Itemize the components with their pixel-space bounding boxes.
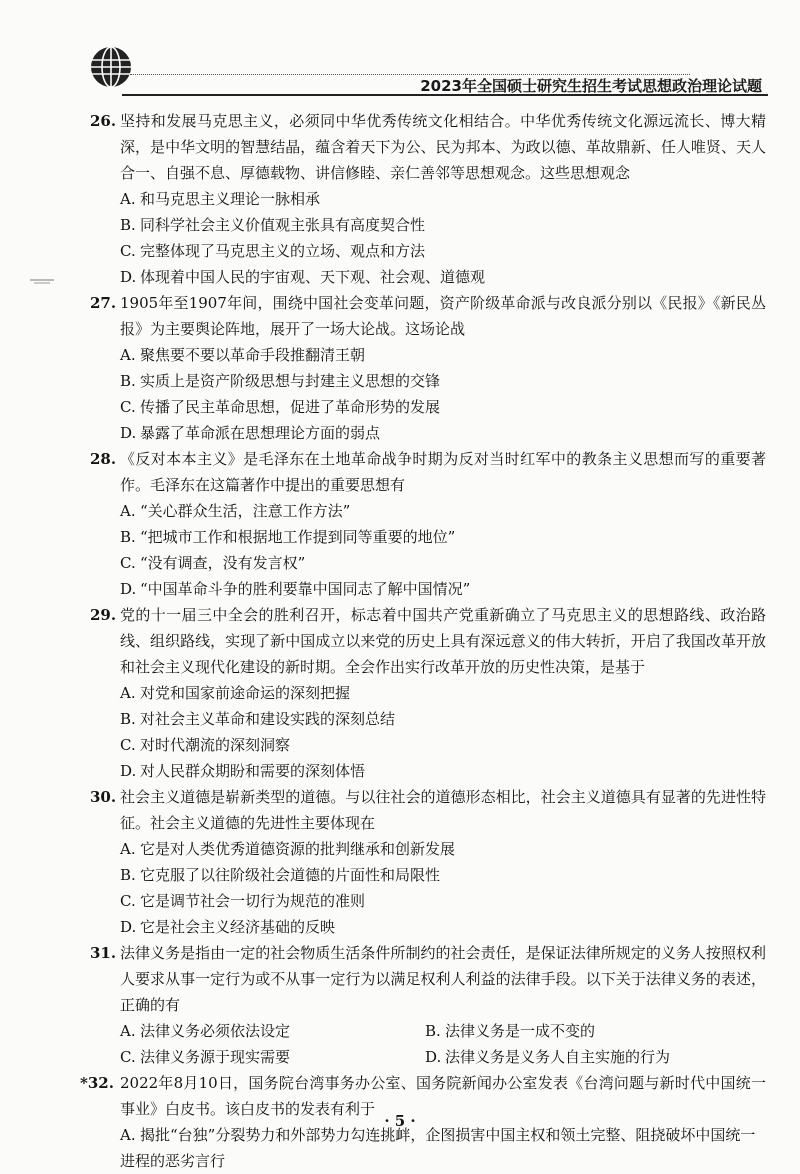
question-stem [90,784,766,836]
option-letter: C. [120,736,136,754]
option-text: “把城市工作和根据地工作提到同等重要的地位” [140,528,456,546]
option-letter: D. [120,268,137,286]
option-text: 它是对人类优秀道德资源的批判继承和创新发展 [140,840,456,858]
option-row [90,1044,766,1070]
option-a [90,680,766,706]
option-text: 体现着中国人民的宇宙观、天下观、社会观、道德观 [140,268,486,286]
option-c [90,888,766,914]
question-text: 党的十一届三中全会的胜利召开，标志着中国共产党重新确立了马克思主义的思想路线、政治路线、组织路线，实现了新中国成立以来党的历史上具有深远意义的伟大转折，开启了我国改革开放和社会主义现代化建设的新时期。全会作出实行改革开放的历史性决策，是基于 [120,606,766,676]
option-text: 它是调节社会一切行为规范的准则 [140,892,366,910]
question-28 [90,446,766,602]
option-c [90,732,766,758]
question-text: 社会主义道德是崭新类型的道德。与以往社会的道德形态相比，社会主义道德具有显著的先进性特征。社会主义道德的先进性主要体现在 [120,788,766,832]
option-b [90,212,766,238]
option-text: 传播了民主革命思想，促进了革命形势的发展 [140,398,441,416]
option-d [90,576,766,602]
option-letter: B. [425,1022,441,1040]
question-stem [90,602,766,680]
option-text: 对人民群众期盼和需要的深刻体悟 [140,762,366,780]
option-a [90,1018,425,1044]
question-stem [90,108,766,186]
option-text: 它克服了以往阶级社会道德的片面性和局限性 [140,866,441,884]
option-letter: B. [120,866,136,884]
question-text: 坚持和发展马克思主义，必须同中华优秀传统文化相结合。中华优秀传统文化源远流长、博大精深，是中华文明的智慧结晶，蕴含着天下为公、民为邦本、为政以德、革故鼎新、任人唯贤、天人合一、自强不息、厚德载物、讲信修睦、亲仁善邻等思想观念。这些思想观念 [120,112,766,182]
page-number: · 5 · [384,1112,416,1130]
option-letter: B. [120,710,136,728]
question-number: *32. [80,1074,114,1092]
question-list [80,108,766,1174]
question-number: 29. [90,606,117,624]
option-a [90,342,766,368]
option-c [90,394,766,420]
option-letter: A. [120,502,136,520]
option-text: 法律义务是一成不变的 [445,1022,596,1040]
option-letter: B. [120,528,136,546]
option-text: 对社会主义革命和建设实践的深刻总结 [140,710,396,728]
option-d [90,420,766,446]
option-letter: D. [120,580,137,598]
option-letter: A. [120,840,136,858]
question-29 [90,602,766,784]
option-letter: D. [120,424,137,442]
option-letter: A. [120,1022,136,1040]
question-number: 28. [90,450,117,468]
option-row [90,1018,766,1044]
option-letter: D. [120,762,137,780]
option-letter: D. [120,918,137,936]
option-text: “关心群众生活，注意工作方法” [140,502,351,520]
option-d [90,758,766,784]
question-text: 《反对本本主义》是毛泽东在土地革命战争时期为反对当时红军中的教条主义思想而写的重要著作。毛泽东在这篇著作中提出的重要思想有 [120,450,766,494]
option-letter: B. [120,216,136,234]
option-letter: A. [120,190,136,208]
option-letter: C. [120,554,136,572]
question-26 [90,108,766,290]
option-d [90,914,766,940]
option-text: 它是社会主义经济基础的反映 [140,918,336,936]
option-letter: C. [120,398,136,416]
option-text: 揭批“台独”分裂势力和外部势力勾连挑衅，企图损害中国主权和领土完整、阻挠破坏中国统一进程的恶劣言行 [120,1126,756,1170]
option-letter: C. [120,892,136,910]
page-header [88,44,768,94]
question-stem [90,290,766,342]
option-b [90,368,766,394]
option-text: “中国革命斗争的胜利要靠中国同志了解中国情况” [140,580,471,598]
option-b [90,706,766,732]
option-a [90,186,766,212]
option-d [425,1044,730,1070]
option-text: 同科学社会主义价值观主张具有高度契合性 [140,216,426,234]
question-stem [90,446,766,498]
scan-mark [30,276,54,286]
question-number: 27. [90,294,117,312]
header-rule [122,94,768,96]
option-a [90,836,766,862]
question-number: 31. [90,944,117,962]
question-27 [90,290,766,446]
option-text: 实质上是资产阶级思想与封建主义思想的交锋 [140,372,441,390]
option-letter: C. [120,242,136,260]
option-text: 法律义务源于现实需要 [140,1048,291,1066]
option-text: 法律义务是义务人自主实施的行为 [445,1048,671,1066]
header-title: 2023年全国硕士研究生招生考试思想政治理论试题 [420,77,762,95]
option-text: 法律义务必须依法设定 [140,1022,291,1040]
option-b [90,862,766,888]
option-text: “没有调查，没有发言权” [140,554,306,572]
globe-grid-icon [88,44,134,90]
question-text: 2022年8月10日，国务院台湾事务办公室、国务院新闻办公室发表《台湾问题与新时代中国统一事业》白皮书。该白皮书的发表有利于 [120,1074,766,1118]
option-text: 暴露了革命派在思想理论方面的弱点 [140,424,381,442]
question-text: 法律义务是指由一定的社会物质生活条件所制约的社会责任，是保证法律所规定的义务人按照权利人要求从事一定行为或不从事一定行为以满足权利人利益的法律手段。以下关于法律义务的表述，正确的有 [120,944,766,1014]
option-letter: A. [120,1126,136,1144]
option-letter: A. [120,684,136,702]
option-text: 对党和国家前途命运的深刻把握 [140,684,351,702]
option-c [90,238,766,264]
option-a [90,498,766,524]
question-number: 30. [90,788,117,806]
option-letter: A. [120,346,136,364]
question-text: 1905年至1907年间，围绕中国社会变革问题，资产阶级革命派与改良派分别以《民报》《新民丛报》为主要舆论阵地，展开了一场大论战。这场论战 [120,294,766,338]
option-letter: D. [425,1048,442,1066]
question-stem [90,940,766,1018]
option-letter: B. [120,372,136,390]
option-d [90,264,766,290]
question-31 [90,940,766,1070]
question-number: 26. [90,112,117,130]
option-text: 对时代潮流的深刻洞察 [140,736,291,754]
option-c [90,1044,425,1070]
option-letter: C. [120,1048,136,1066]
option-text: 聚焦要不要以革命手段推翻清王朝 [140,346,366,364]
option-text: 和马克思主义理论一脉相承 [140,190,321,208]
option-c [90,550,766,576]
option-b [425,1018,730,1044]
question-30 [90,784,766,940]
option-text: 完整体现了马克思主义的立场、观点和方法 [140,242,426,260]
option-b [90,524,766,550]
